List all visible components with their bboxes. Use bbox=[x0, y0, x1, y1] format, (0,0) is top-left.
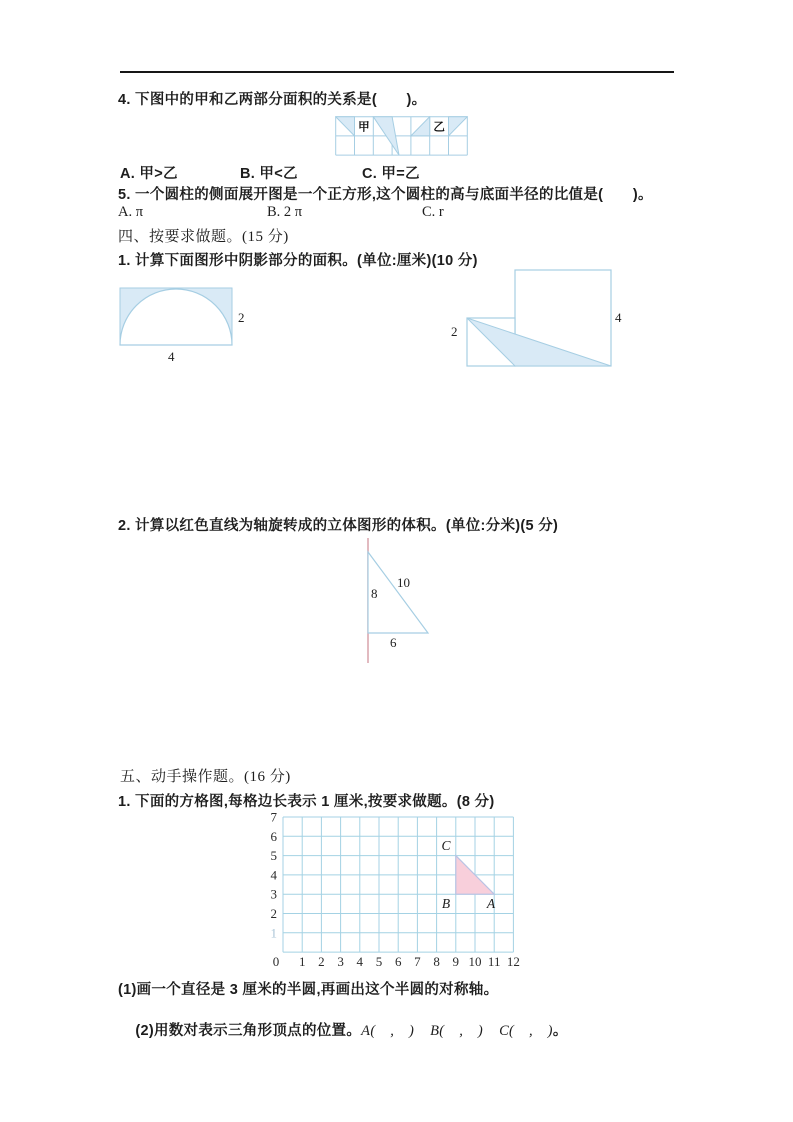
rotation-figure bbox=[340, 536, 450, 666]
sub-question-2-prefix: (2)用数对表示三角形顶点的位置。 bbox=[135, 1023, 362, 1039]
rotation-hypotenuse-label: 10 bbox=[397, 575, 410, 590]
sub-question-2-text bbox=[118, 1003, 568, 1056]
x-axis-label-3: 3 bbox=[337, 954, 344, 969]
q5-option-c: C. r bbox=[422, 204, 444, 220]
x-axis-label-10: 10 bbox=[468, 954, 482, 969]
rotation-base-label: 6 bbox=[390, 635, 397, 650]
x-axis-label-11: 11 bbox=[487, 954, 501, 969]
section-5-q1-text: 1. 下面的方格图,每格边长表示 1 厘米,按要求做题。(8 分) bbox=[118, 794, 495, 810]
x-axis-label-7: 7 bbox=[414, 954, 421, 969]
q4-shaded-triangle-1 bbox=[336, 117, 355, 136]
vertex-label-b: B bbox=[441, 896, 451, 911]
x-axis-label-6: 6 bbox=[394, 954, 402, 969]
sub-question-1-text: (1)画一个直径是 3 厘米的半圆,再画出这个半圆的对称轴。 bbox=[118, 982, 499, 998]
shaded-area-figure-squares bbox=[443, 260, 628, 372]
section-4-title: 四、按要求做题。(15 分) bbox=[118, 229, 289, 245]
x-axis-label-4: 4 bbox=[356, 954, 364, 969]
q4-option-a: A. 甲>乙 bbox=[120, 166, 178, 182]
x-axis-label-9: 9 bbox=[452, 954, 460, 969]
q5-option-a: A. π bbox=[118, 204, 144, 220]
rotation-leg-label: 8 bbox=[371, 586, 378, 601]
shaded-area-figure-semicircle bbox=[116, 284, 258, 366]
vertex-label-c: C bbox=[441, 838, 451, 853]
q4-shaded-triangle-3 bbox=[411, 117, 430, 136]
section-4-q1-text: 1. 计算下面图形中阴影部分的面积。(单位:厘米)(10 分) bbox=[118, 253, 478, 269]
q4-label-jia: 甲 bbox=[358, 121, 370, 134]
top-rule bbox=[120, 71, 674, 73]
y-axis-label-7: 7 bbox=[270, 809, 277, 825]
y-axis-label-2: 2 bbox=[270, 906, 277, 921]
figB-big-square-label: 4 bbox=[615, 310, 622, 325]
x-axis-label-5: 5 bbox=[375, 954, 383, 969]
vertex-label-a: A bbox=[486, 896, 496, 911]
question-4-text: 4. 下图中的甲和乙两部分面积的关系是( )。 bbox=[118, 92, 427, 108]
point-blank-a: A( , ) bbox=[361, 1023, 415, 1039]
section-4-q2-text: 2. 计算以红色直线为轴旋转成的立体图形的体积。(单位:分米)(5 分) bbox=[118, 518, 559, 534]
question-4-grid-figure bbox=[335, 116, 468, 156]
x-axis-label-0: 0 bbox=[272, 954, 280, 969]
x-axis-label-2: 2 bbox=[318, 954, 325, 969]
section-5-title: 五、动手操作题。(16 分) bbox=[120, 769, 291, 785]
q4-option-c: C. 甲=乙 bbox=[362, 166, 420, 182]
q4-option-b: B. 甲<乙 bbox=[240, 166, 298, 182]
q4-label-yi: 乙 bbox=[433, 121, 445, 134]
y-axis-label-4: 4 bbox=[270, 867, 277, 883]
point-blank-c: C( , ) bbox=[499, 1023, 553, 1039]
coordinate-grid-figure bbox=[256, 808, 528, 970]
figB-small-square-label: 2 bbox=[451, 324, 458, 339]
y-axis-label-1: 1 bbox=[270, 925, 277, 941]
sub-question-2-end: 。 bbox=[552, 1023, 568, 1039]
figA-base-label: 4 bbox=[168, 349, 175, 364]
question-5-text: 5. 一个圆柱的侧面展开图是一个正方形,这个圆柱的高与底面半径的比值是( )。 bbox=[118, 187, 653, 203]
x-axis-label-12: 12 bbox=[506, 954, 520, 969]
q4-grid-lines bbox=[336, 117, 468, 155]
figA-height-label: 2 bbox=[238, 310, 245, 325]
x-axis-label-8: 8 bbox=[433, 954, 440, 969]
q5-option-b: B. 2 π bbox=[267, 204, 303, 220]
q4-shaded-triangle-4 bbox=[449, 117, 468, 136]
y-axis-label-5: 5 bbox=[270, 848, 277, 864]
point-blank-b: B( , ) bbox=[430, 1023, 484, 1039]
y-axis-label-6: 6 bbox=[270, 828, 277, 844]
x-axis-label-1: 1 bbox=[298, 954, 306, 969]
y-axis-label-3: 3 bbox=[270, 886, 277, 902]
